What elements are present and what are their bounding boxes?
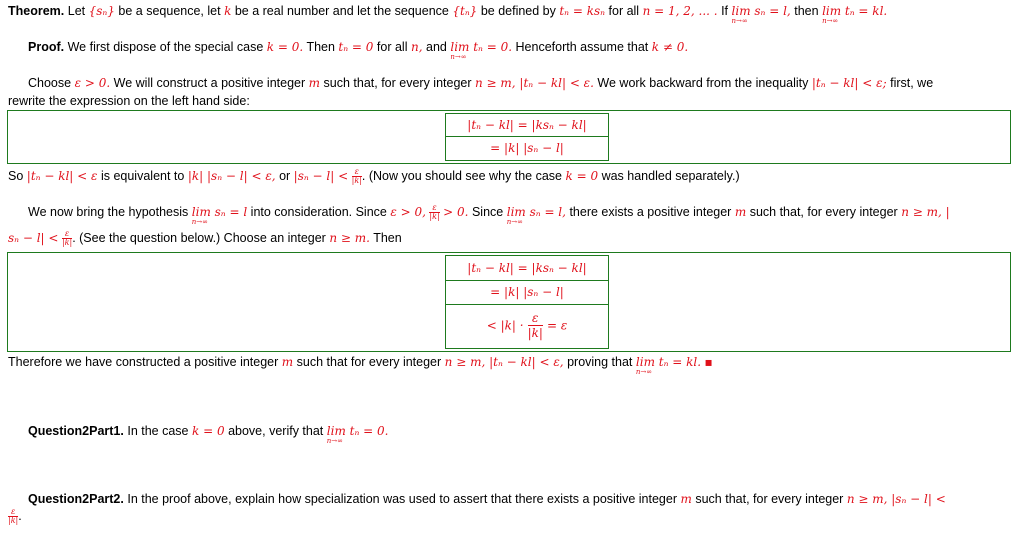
math: lim sₙ = l, <box>731 4 791 18</box>
qed-mark: ▪ <box>704 355 713 369</box>
equation-text: |tₙ − kl| = |ksₙ − kl| <box>467 118 587 132</box>
math: k <box>224 4 232 18</box>
text: such that, for every integer <box>749 205 898 219</box>
choose-line <box>28 75 1020 91</box>
math: m <box>734 205 747 219</box>
text: into consideration. Since <box>250 205 387 219</box>
theorem-label: Theorem. <box>8 4 65 18</box>
numerator: ε <box>429 204 439 213</box>
math: tₙ = 0 <box>338 40 374 54</box>
math: |k| |sₙ − l| < ε, <box>187 169 276 183</box>
math: |tₙ − kl| < ε; <box>811 76 887 90</box>
text: be a sequence, let <box>118 4 221 18</box>
numerator: ε <box>352 168 362 177</box>
numerator: ε <box>528 311 543 326</box>
text: is equivalent to <box>100 169 185 183</box>
text: Choose <box>28 76 72 90</box>
theorem-line <box>8 3 1020 25</box>
text: or <box>279 169 291 183</box>
equation-row <box>445 305 609 349</box>
equation-row <box>445 113 609 137</box>
fraction <box>352 168 362 185</box>
question-label: Question2Part2. <box>28 492 124 506</box>
text: We will construct a positive integer <box>113 76 306 90</box>
math: m <box>308 76 321 90</box>
math: lim tₙ = kl. <box>635 355 702 369</box>
proof-label: Proof. <box>28 40 65 54</box>
math: k = 0 <box>565 169 599 183</box>
math: ε > 0. <box>74 76 111 90</box>
text: be a real number and let the sequence <box>234 4 449 18</box>
text: such that, for every integer <box>323 76 472 90</box>
limit-expr <box>822 3 888 25</box>
question-part-1 <box>28 423 1020 445</box>
fraction <box>8 508 18 525</box>
choose-line-2 <box>8 93 1020 109</box>
text: was handled separately.) <box>601 169 740 183</box>
numerator: ε <box>62 230 72 239</box>
math: {sₙ} <box>88 4 115 18</box>
equation-text: = |k| |sₙ − l| <box>490 285 564 299</box>
bring-line <box>28 203 1020 226</box>
math: {tₙ} <box>452 4 478 18</box>
text: for all <box>376 40 408 54</box>
text: We now bring the hypothesis <box>28 205 189 219</box>
math: n ≥ m, | <box>901 205 950 219</box>
math: n ≥ m. <box>329 231 370 245</box>
text: . (See the question below.) Choose an integer <box>72 231 326 245</box>
fraction <box>528 311 543 340</box>
math: k = 0 <box>192 424 225 438</box>
limit-subscript: n→∞ <box>450 53 467 61</box>
math: n ≥ m, |sₙ − l| < <box>846 492 946 506</box>
text: above, verify that <box>228 424 324 438</box>
equation-text: |tₙ − kl| = |ksₙ − kl| <box>467 261 587 275</box>
question-label: Question2Part1. <box>28 424 124 438</box>
math: n = 1, 2, ... . <box>642 4 718 18</box>
denominator: |k| <box>61 238 73 248</box>
text: . <box>18 509 22 523</box>
equation-row <box>445 255 609 281</box>
text: . (Now you should see why the case <box>361 169 563 183</box>
proof-line <box>28 39 1020 61</box>
limit-subscript: n→∞ <box>191 218 208 226</box>
text: Henceforth assume that <box>515 40 649 54</box>
bring-line-2 <box>8 230 1020 247</box>
text: Then <box>373 231 402 245</box>
text: be defined by <box>480 4 556 18</box>
denominator: |k| <box>351 176 362 186</box>
math: n ≥ m, |tₙ − kl| < ε, <box>444 355 564 369</box>
fraction <box>62 230 72 247</box>
limit-subscript: n→∞ <box>506 218 523 226</box>
limit-subscript: n→∞ <box>326 437 343 445</box>
math: k = 0. <box>266 40 304 54</box>
equation-box-2 <box>7 252 1011 352</box>
text: proving that <box>567 355 633 369</box>
equation-text: = ε <box>546 318 568 333</box>
so-line <box>8 168 1020 185</box>
math: |tₙ − kl| < ε <box>26 169 98 183</box>
limit-expr <box>191 204 248 226</box>
text: there exists a positive integer <box>569 205 732 219</box>
text: We first dispose of the special case <box>67 40 264 54</box>
denominator: |k| <box>429 212 440 222</box>
numerator: ε <box>8 508 18 517</box>
limit-expr <box>635 354 702 376</box>
limit-expr <box>450 39 513 61</box>
math: n, <box>410 40 423 54</box>
math: m <box>281 355 294 369</box>
equation-row <box>445 137 609 161</box>
equation-text: = |k| |sₙ − l| <box>490 141 564 155</box>
math: lim tₙ = 0. <box>450 40 513 54</box>
text: Then <box>306 40 335 54</box>
text: such that, for every integer <box>695 492 844 506</box>
math: n ≥ m, |tₙ − kl| < ε. <box>475 76 594 90</box>
equation-row <box>445 281 609 305</box>
text: So <box>8 169 24 183</box>
text: such that for every integer <box>296 355 442 369</box>
limit-subscript: n→∞ <box>731 17 748 25</box>
text: rewrite the expression on the left hand side: <box>8 94 250 108</box>
limit-subscript: n→∞ <box>635 368 653 376</box>
math: lim sₙ = l <box>191 205 248 219</box>
text: In the proof above, explain how specialization was used to assert that there exists a positive integer <box>127 492 677 506</box>
limit-expr <box>506 204 566 226</box>
math: lim sₙ = l, <box>506 205 566 219</box>
question-part-2-line-2 <box>8 508 1020 525</box>
equation-box-1 <box>7 110 1011 164</box>
math: tₙ = ksₙ <box>559 4 606 18</box>
math: m <box>680 492 692 506</box>
text: for all <box>608 4 640 18</box>
text: Since <box>471 205 504 219</box>
limit-subscript: n→∞ <box>822 17 839 25</box>
text: first, we <box>890 76 934 90</box>
limit-expr <box>731 3 791 25</box>
math: ε > 0, <box>390 205 426 219</box>
text: Let <box>67 4 86 18</box>
math: |sₙ − l| < <box>293 169 349 183</box>
math: lim tₙ = kl. <box>822 4 888 18</box>
text: then <box>794 4 819 18</box>
denominator: |k| <box>8 516 19 526</box>
text: If <box>721 4 729 18</box>
therefore-line <box>8 354 1020 376</box>
math: lim tₙ = 0. <box>326 424 389 438</box>
math: k ≠ 0. <box>651 40 689 54</box>
text: In the case <box>127 424 189 438</box>
denominator: |k| <box>527 326 543 340</box>
fraction <box>429 204 439 221</box>
limit-expr <box>326 423 389 445</box>
question-part-2 <box>28 491 1020 507</box>
math: > 0. <box>443 205 469 219</box>
text: Therefore we have constructed a positive integer <box>8 355 279 369</box>
text: and <box>426 40 447 54</box>
math: sₙ − l| < <box>8 231 59 245</box>
text: We work backward from the inequality <box>597 76 809 90</box>
equation-text: < |k| · <box>486 318 524 333</box>
